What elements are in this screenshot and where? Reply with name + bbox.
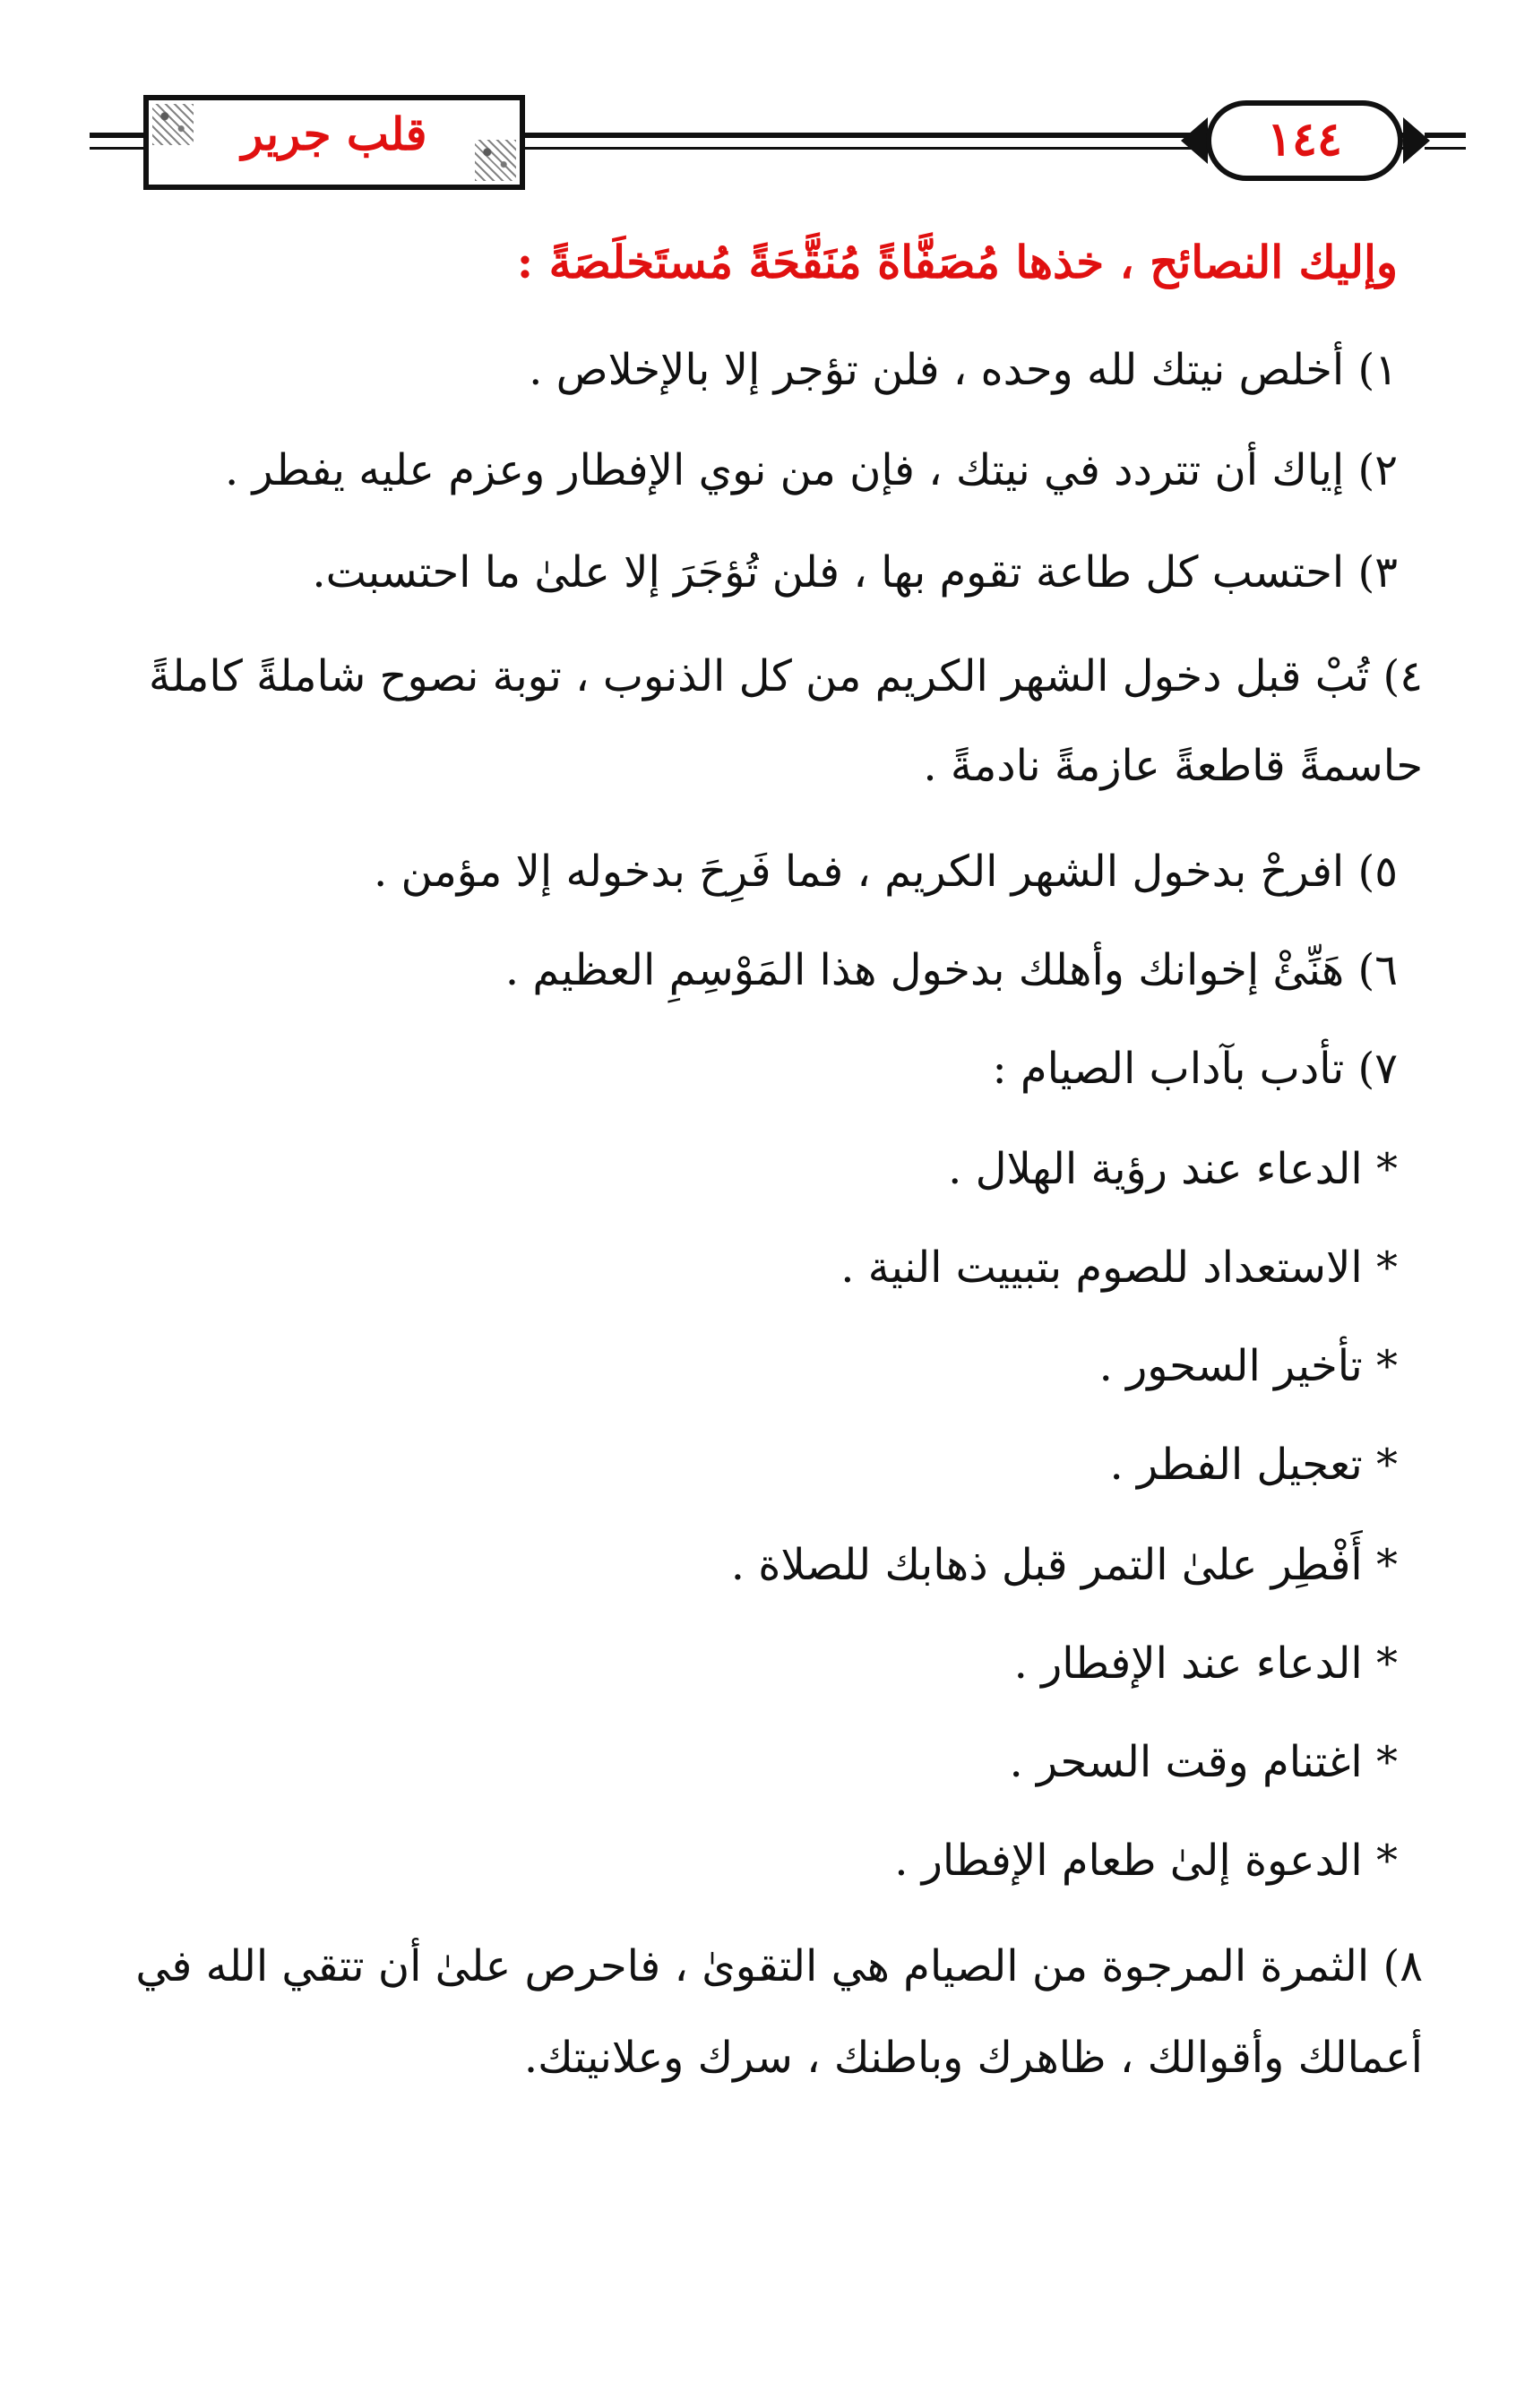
sub-list-item: * تأخير السحور .: [1098, 1341, 1398, 1391]
list-item: ١) أخلص نيتك لله وحده ، فلن تؤجر إلا بالإخلاص .: [529, 345, 1398, 395]
section-heading: وإليك النصائح ، خذها مُصَفَّاةً مُنَقَّحَةً مُستَخلَصَةً :: [516, 236, 1398, 288]
list-item: ٤) تُبْ قبل دخول الشهر الكريم من كل الذنوب ، توبة نصوح شاملةً كاملةً: [149, 651, 1423, 701]
list-item: ٢) إياك أن تتردد في نيتك ، فإن من نوي الإفطار وعزم عليه يفطر .: [224, 445, 1398, 495]
sub-list-item: * اغتنام وقت السحر .: [1009, 1737, 1398, 1787]
list-item: ٥) افرحْ بدخول الشهر الكريم ، فما فَرِحَ بدخوله إلا مؤمن .: [374, 847, 1398, 897]
sub-list-item: * الاستعداد للصوم بتبييت النية .: [840, 1243, 1398, 1293]
book-title: قلب جرير: [241, 108, 427, 160]
list-item: ٧) تأدب بآداب الصيام :: [992, 1044, 1398, 1094]
page-number: ١٤٤: [1206, 100, 1403, 181]
list-item: ٨) الثمرة المرجوة من الصيام هي التقوىٰ ، فاحرص علىٰ أن تتقي الله في: [135, 1941, 1423, 1991]
list-item: ٦) هَنِّئْ إخوانك وأهلك بدخول هذا المَوْسِمِ العظيم .: [504, 945, 1398, 995]
sub-list-item: * الدعاء عند الإفطار .: [1013, 1638, 1398, 1689]
list-item-continuation: حاسمةً قاطعةً عازمةً نادمةً .: [923, 741, 1423, 791]
sub-list-item: * الدعوة إلىٰ طعام الإفطار .: [894, 1836, 1398, 1886]
sub-list-item: * تعجيل الفطر .: [1109, 1440, 1398, 1490]
sub-list-item: * أَفْطِر علىٰ التمر قبل ذهابك للصلاة .: [730, 1540, 1398, 1590]
list-item: ٣) احتسب كل طاعة تقوم بها ، فلن تُؤجَرَ إلا علىٰ ما احتسبت.: [312, 547, 1398, 598]
sub-list-item: * الدعاء عند رؤية الهلال .: [948, 1144, 1398, 1194]
list-item-continuation: أعمالك وأقوالك ، ظاهرك وباطنك ، سرك وعلانيتك.: [523, 2033, 1423, 2083]
